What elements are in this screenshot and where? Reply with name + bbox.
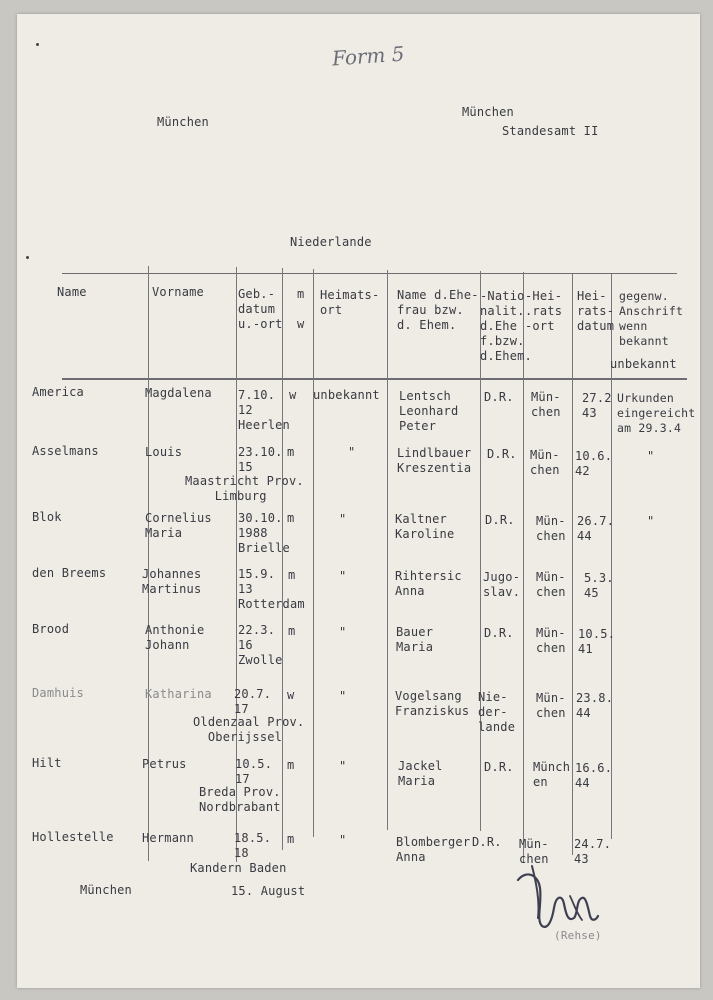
cell-heimatsort: ": [339, 569, 347, 583]
header-right-city: München: [462, 105, 514, 119]
cell-ehe-name: Vogelsang Franziskus: [395, 689, 470, 718]
cell-heiratsort: Mün- chen: [536, 626, 566, 655]
cell-sex: m: [287, 511, 295, 525]
col-header-heiratsdatum: Hei- rats- datum: [577, 289, 615, 333]
cell-nationalitaet: Nie- der- lande: [478, 690, 516, 734]
table-top-rule: [62, 273, 677, 274]
cell-name: America: [32, 385, 84, 399]
cell-nationalitaet: D.R.: [484, 760, 514, 774]
cell-nationalitaet: Jugo- slav.: [483, 570, 521, 599]
table-header-rule: [62, 378, 687, 380]
col-header-ehe-name: Name d.Ehe- frau bzw. d. Ehem.: [397, 288, 479, 332]
cell-sex: m: [288, 568, 296, 582]
punch-dot-top: [36, 43, 39, 46]
cell-heiratsort: Mün- chen: [530, 448, 560, 477]
cell-heimatsort: ": [339, 759, 347, 773]
cell-heimatsort: ": [339, 689, 347, 703]
cell-sex: m: [287, 758, 295, 772]
cell-geburt: 18.5. 18: [234, 831, 272, 860]
cell-name: Asselmans: [32, 444, 99, 458]
cell-heiratsdatum: 10.6. 42: [575, 449, 613, 478]
cell-vorname: Cornelius Maria: [145, 511, 212, 540]
column-rule-4: [313, 269, 314, 837]
handwritten-signature: [512, 860, 602, 930]
cell-name: Hollestelle: [32, 830, 114, 844]
col-header-heimatsort: Heimats- ort: [320, 288, 380, 317]
col-header-name: Name: [57, 285, 87, 299]
cell-geburt: 20.7. 17: [234, 687, 272, 716]
col-header-note: unbekannt: [610, 357, 677, 371]
cell-name: Brood: [32, 622, 70, 636]
cell-ehe-name: Bauer Maria: [396, 625, 434, 654]
cell-geburtsort: Breda Prov. Nordbrabant: [199, 785, 281, 814]
cell-nationalitaet: D.R.: [485, 513, 515, 527]
cell-anschrift: ": [647, 449, 655, 463]
cell-heimatsort: ": [339, 512, 347, 526]
cell-ehe-name: Rihtersic Anna: [395, 569, 462, 598]
col-header-anschrift: gegenw. Anschrift wenn bekannt: [619, 289, 684, 348]
cell-anschrift: ": [647, 514, 655, 528]
col-header-geburt: Geb.- datum u.-ort: [238, 287, 283, 331]
cell-heimatsort: ": [339, 833, 347, 847]
cell-geburt: 15.9. 13 Rotterdam: [238, 567, 305, 611]
header-office: Standesamt II: [502, 124, 599, 138]
country-heading: Niederlande: [290, 235, 372, 249]
cell-ehe-name: Lentsch Leonhard Peter: [399, 389, 459, 433]
cell-vorname: Louis: [145, 445, 183, 459]
cell-geburtsort: Maastricht Prov. Limburg: [185, 474, 304, 503]
footer-city: München: [80, 883, 132, 897]
cell-name: den Breems: [32, 566, 107, 580]
cell-sex: w: [287, 688, 295, 702]
column-rule-3: [282, 268, 283, 850]
cell-geburt: 23.10. 15: [238, 445, 283, 474]
cell-vorname: Hermann: [142, 831, 194, 845]
cell-heiratsdatum: 26.7. 44: [577, 514, 615, 543]
cell-geburt: 30.10. 1988 Brielle: [238, 511, 290, 555]
cell-vorname: Magdalena: [145, 386, 212, 400]
cell-nationalitaet: D.R.: [472, 835, 502, 849]
cell-heiratsdatum: 16.6. 44: [575, 761, 613, 790]
cell-sex: m: [288, 624, 296, 638]
col-header-vorname: Vorname: [152, 285, 204, 299]
cell-geburt: 22.3. 16 Zwolle: [238, 623, 283, 667]
cell-nationalitaet: D.R.: [487, 447, 517, 461]
cell-heiratsdatum: 27.2 43: [582, 391, 612, 420]
cell-heiratsort: Mün- chen: [536, 691, 566, 720]
cell-heiratsort: München: [533, 760, 571, 789]
cell-heiratsdatum: 5.3. 45: [584, 571, 614, 600]
form-number-annotation: Form 5: [331, 41, 406, 71]
punch-dot-mid: [26, 256, 29, 259]
cell-name: Hilt: [32, 756, 62, 770]
col-header-sex: m w: [297, 287, 305, 331]
column-rule-5: [387, 270, 388, 830]
cell-heiratsdatum: 10.5. 41: [578, 627, 616, 656]
col-header-heiratsort: -Hei- .rats -ort: [525, 289, 563, 333]
cell-heiratsort: Mün- chen: [519, 837, 549, 866]
cell-nationalitaet: D.R.: [484, 390, 514, 404]
cell-ehe-name: Lindlbauer Kreszentia: [397, 446, 472, 475]
col-header-nationalitaet: -Natio nalit. d.Ehe f.bzw. d.Ehem.: [480, 289, 532, 363]
cell-heiratsort: Mün- chen: [531, 390, 561, 419]
cell-ehe-name: Blomberger Anna: [396, 835, 471, 864]
cell-sex: w: [289, 388, 297, 402]
footer-date: 15. August: [231, 884, 306, 898]
cell-sex: m: [287, 832, 295, 846]
cell-geburtsort: Kandern Baden: [190, 861, 287, 875]
cell-vorname: Anthonie Johann: [145, 623, 205, 652]
cell-heimatsort: ": [348, 445, 356, 459]
cell-nationalitaet: D.R.: [484, 626, 514, 640]
cell-heiratsort: Mün- chen: [536, 514, 566, 543]
document-page: [17, 14, 700, 988]
header-left-city: München: [157, 115, 209, 129]
cell-heimatsort: unbekannt: [313, 388, 380, 402]
cell-name: Damhuis: [32, 686, 84, 700]
cell-vorname: Katharina: [145, 687, 212, 701]
cell-vorname: Johannes Martinus: [142, 567, 202, 596]
cell-geburt: 7.10. 12 Heerlen: [238, 388, 290, 432]
cell-geburtsort: Oldenzaal Prov. Oberijssel: [193, 715, 305, 744]
cell-sex: m: [287, 445, 295, 459]
cell-geburt: 10.5. 17: [235, 757, 273, 786]
cell-vorname: Petrus: [142, 757, 187, 771]
cell-anschrift: Urkunden eingereicht am 29.3.4: [617, 391, 696, 435]
cell-heiratsdatum: 23.8. 44: [576, 691, 614, 720]
cell-ehe-name: Kaltner Karoline: [395, 512, 455, 541]
cell-ehe-name: Jackel Maria: [398, 759, 443, 788]
signature-name: (Rehse): [554, 929, 602, 942]
cell-heimatsort: ": [339, 625, 347, 639]
cell-heiratsdatum: 24.7. 43: [574, 837, 612, 866]
cell-heiratsort: Mün- chen: [536, 570, 566, 599]
cell-name: Blok: [32, 510, 62, 524]
